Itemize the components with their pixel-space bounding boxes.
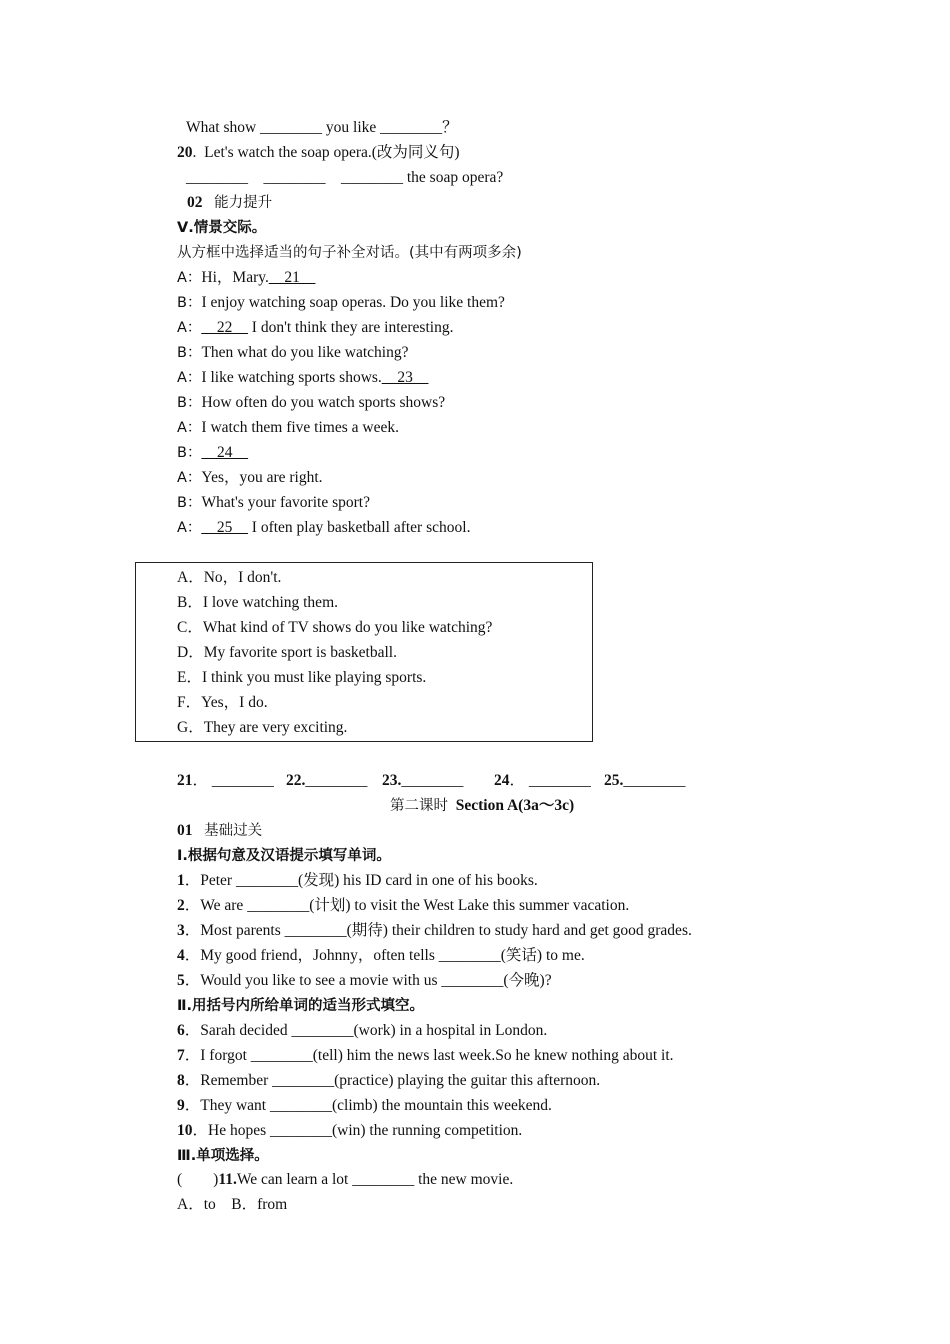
question-item: 5．Would you like to see a movie with us ________(今晚)? xyxy=(177,972,552,989)
section-01-title: 基础过关 xyxy=(204,823,263,839)
dialogue-line xyxy=(177,443,248,463)
dialogue-text: I don't think they are interesting. xyxy=(247,319,454,336)
dialogue-line xyxy=(177,518,470,538)
question-11-options: A．to B．from xyxy=(177,1196,288,1213)
dialogue-line xyxy=(177,468,323,488)
q20-line xyxy=(177,143,460,163)
lesson-title-en: Section A(3a～3c) xyxy=(455,797,575,814)
speaker-label: B： xyxy=(177,295,202,311)
speaker-label: A： xyxy=(177,370,202,386)
part2-heading: Ⅱ.用括号内所给单词的适当形式填空。 xyxy=(177,998,425,1014)
speaker-label: A： xyxy=(177,420,202,436)
question-item: 10．He hopes ________(win) the running competition. xyxy=(177,1122,523,1139)
dialogue-text: Yes，you are right. xyxy=(201,469,323,486)
blank-25: __25__ xyxy=(201,519,248,536)
answer-22: 22.________ xyxy=(286,772,368,789)
option-e: E．I think you must like playing sports. xyxy=(177,669,427,686)
section-02-number: 02 xyxy=(187,194,203,211)
blank-24: __24__ xyxy=(201,444,248,461)
dialogue-line xyxy=(177,343,409,363)
answer-25: 25.________ xyxy=(604,772,686,789)
part5-instruction: 从方框中选择适当的句子补全对话。(其中有两项多余) xyxy=(177,245,522,261)
dialogue-text: I like watching sports shows. xyxy=(201,369,382,386)
dialogue-line xyxy=(177,268,315,288)
question-item: 3．Most parents ________(期待) their children to study hard and get good grades. xyxy=(177,922,692,939)
option-a: A．No，I don't. xyxy=(177,569,282,586)
speaker-label: B： xyxy=(177,445,202,461)
section-02-title: 能力提升 xyxy=(214,195,273,211)
speaker-label: A： xyxy=(177,270,202,286)
speaker-label: A： xyxy=(177,320,202,336)
question-item: 1．Peter ________(发现) his ID card in one of his books. xyxy=(177,872,538,889)
dialogue-line xyxy=(177,318,453,338)
answer-21: 21． ________ xyxy=(177,772,274,789)
dialogue-text: I often play basketball after school. xyxy=(247,519,471,536)
question-item: 6．Sarah decided ________(work) in a hospital in London. xyxy=(177,1022,548,1039)
dialogue-text: I watch them five times a week. xyxy=(201,419,399,436)
dialogue-text: I enjoy watching soap operas. Do you like them? xyxy=(201,294,505,311)
blank-22: __22__ xyxy=(201,319,248,336)
option-g: G．They are very exciting. xyxy=(177,719,348,736)
question-item: 9．They want ________(climb) the mountain this weekend. xyxy=(177,1097,552,1114)
speaker-label: B： xyxy=(177,395,202,411)
part1-heading: Ⅰ.根据句意及汉语提示填写单词。 xyxy=(177,848,391,864)
speaker-label: B： xyxy=(177,495,202,511)
dialogue-line xyxy=(177,418,399,438)
part5-heading: Ⅴ.情景交际。 xyxy=(177,220,267,236)
option-b: B．I love watching them. xyxy=(177,594,338,611)
dialogue-text: How often do you watch sports shows? xyxy=(201,394,446,411)
speaker-label: A： xyxy=(177,520,202,536)
option-d: D．My favorite sport is basketball. xyxy=(177,644,397,661)
section-01-header xyxy=(177,821,262,841)
question-item: 2．We are ________(计划) to visit the West Lake this summer vacation. xyxy=(177,897,630,914)
section-01-number: 01 xyxy=(177,822,193,839)
speaker-label: A： xyxy=(177,470,202,486)
blank-23: __23__ xyxy=(381,369,429,386)
part3-heading: Ⅲ.单项选择。 xyxy=(177,1148,269,1164)
dialogue-line xyxy=(177,293,505,313)
section-02-header xyxy=(187,193,272,213)
answer-24: 24． ________ xyxy=(494,772,591,789)
lesson-title xyxy=(390,796,574,816)
question-item: 7．I forgot ________(tell) him the news last week.So he knew nothing about it. xyxy=(177,1047,674,1064)
dialogue-line xyxy=(177,393,445,413)
option-f: F．Yes，I do. xyxy=(177,694,268,711)
q19-answer-line: What show ________ you like ________？ xyxy=(186,119,458,136)
question-item: 4．My good friend，Johnny，often tells ________(笑话) to me. xyxy=(177,947,585,964)
dialogue-line xyxy=(177,368,428,388)
dialogue-text: Hi，Mary. xyxy=(201,269,269,286)
blank-21: __21__ xyxy=(268,269,316,286)
q20-number: 20 xyxy=(177,144,193,161)
dialogue-text: What's your favorite sport? xyxy=(201,494,370,511)
answer-23: 23.________ xyxy=(382,772,464,789)
speaker-label: B： xyxy=(177,345,202,361)
question-11: ( )11.We can learn a lot ________ the new movie. xyxy=(177,1171,514,1188)
lesson-title-cn: 第二课时 xyxy=(390,798,448,814)
option-c: C．What kind of TV shows do you like watching? xyxy=(177,619,493,636)
q20-text: . Let's watch the soap opera.(改为同义句) xyxy=(192,144,460,161)
dialogue-line xyxy=(177,493,370,513)
dialogue-text: Then what do you like watching? xyxy=(201,344,409,361)
question-item: 8．Remember ________(practice) playing the guitar this afternoon. xyxy=(177,1072,601,1089)
q20-answer-line: ________ ________ ________ the soap opera? xyxy=(186,169,504,186)
